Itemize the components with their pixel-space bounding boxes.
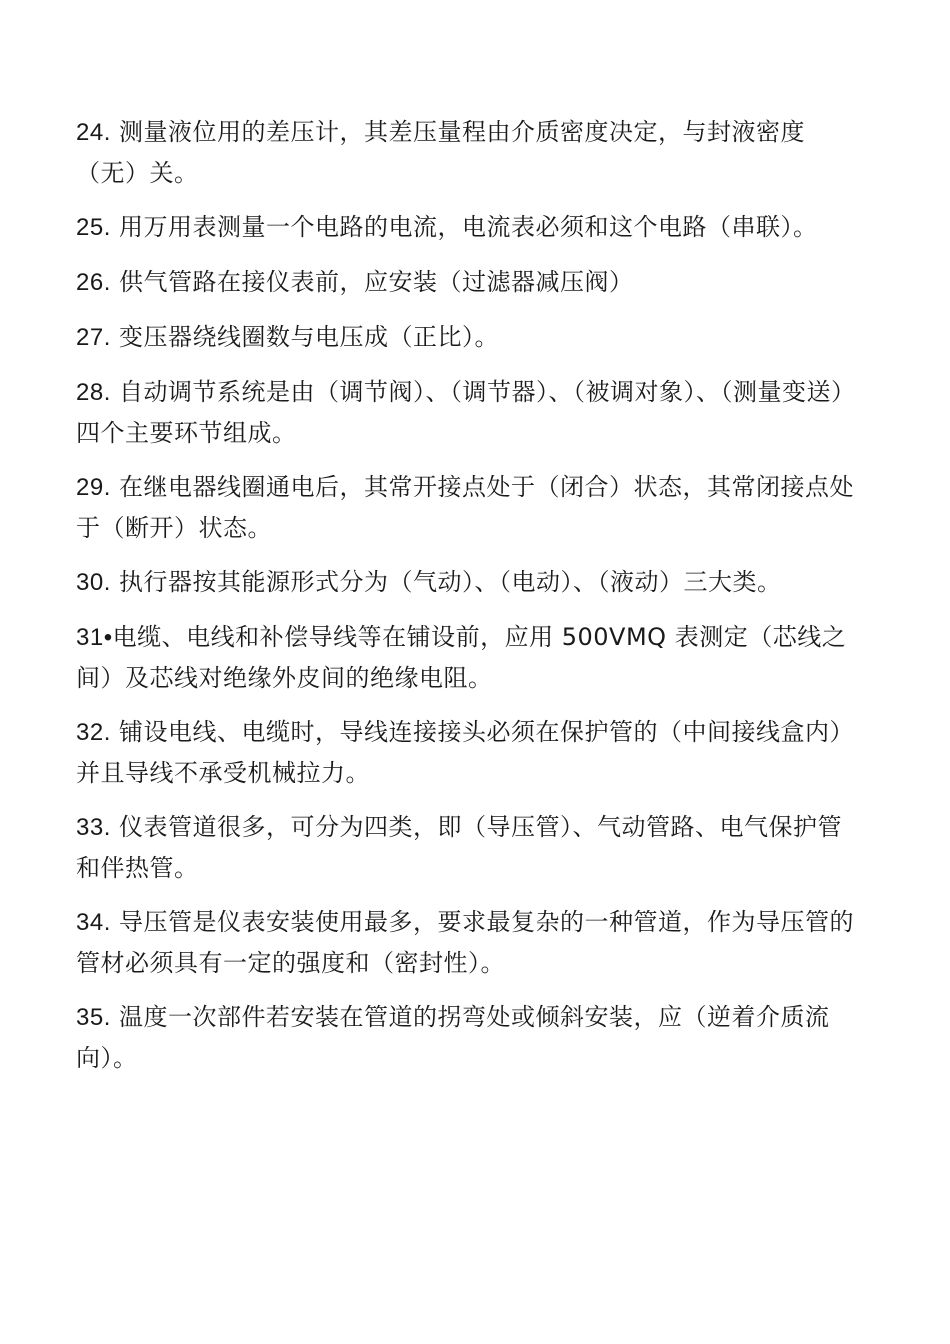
question-item-29 [76,467,866,548]
question-item-31 [76,617,866,698]
item-text: 自动调节系统是由（调节阀）、（调节器）、（被调对象）、（测量变送）四个主要环节组成。 [76,378,856,447]
item-text: 导压管是仪表安装使用最多，要求最复杂的一种管道，作为导压管的管材必须具有一定的强度和（密封性）。 [76,908,855,977]
question-item-26 [76,262,866,303]
question-item-35 [76,997,866,1078]
question-item-32 [76,712,866,793]
item-text: 变压器绕线圈数与电压成（正比）。 [110,323,500,351]
item-number: 27. [76,324,111,351]
item-text: 铺设电线、电缆时，导线连接接头必须在保护管的（中间接线盒内）并且导线不承受机械拉力。 [76,718,855,787]
question-item-34 [76,902,866,983]
item-text: 测量液位用的差压计，其差压量程由介质密度决定，与封液密度（无）关。 [76,118,806,187]
item-number: 25. [76,214,111,241]
item-text: 电缆、电线和补偿导线等在铺设前，应用 500VMQ 表测定（芯线之间）及芯线对绝缘外皮间的绝缘电阻。 [76,623,847,692]
question-item-27 [76,317,866,358]
item-text: 温度一次部件若安装在管道的拐弯处或倾斜安装，应（逆着介质流向）。 [76,1003,830,1072]
item-text: 在继电器线圈通电后，其常开接点处于（闭合）状态，其常闭接点处于（断开）状态。 [76,473,855,542]
item-number: 28. [76,379,111,406]
item-number: 29. [76,474,111,501]
question-item-24 [76,112,866,193]
item-text: 供气管路在接仪表前，应安装（过滤器减压阀） [110,268,634,296]
item-number: 32. [76,719,111,746]
item-text: 执行器按其能源形式分为（气动）、（电动）、（液动）三大类。 [110,568,782,596]
question-item-30 [76,562,866,603]
question-item-28 [76,372,866,453]
question-item-33 [76,807,866,888]
item-number: 33. [76,814,111,841]
item-number: 30. [76,569,111,596]
item-number: 24. [76,119,111,146]
item-text: 用万用表测量一个电路的电流，电流表必须和这个电路（串联）。 [110,213,818,241]
item-number: 26. [76,269,111,296]
item-number: 34. [76,909,111,936]
document-page [76,112,866,1092]
item-number: 35. [76,1004,111,1031]
question-item-25 [76,207,866,248]
item-number: 31• [76,624,113,651]
item-text: 仪表管道很多，可分为四类，即（导压管）、气动管路、电气保护管和伴热管。 [76,813,843,882]
